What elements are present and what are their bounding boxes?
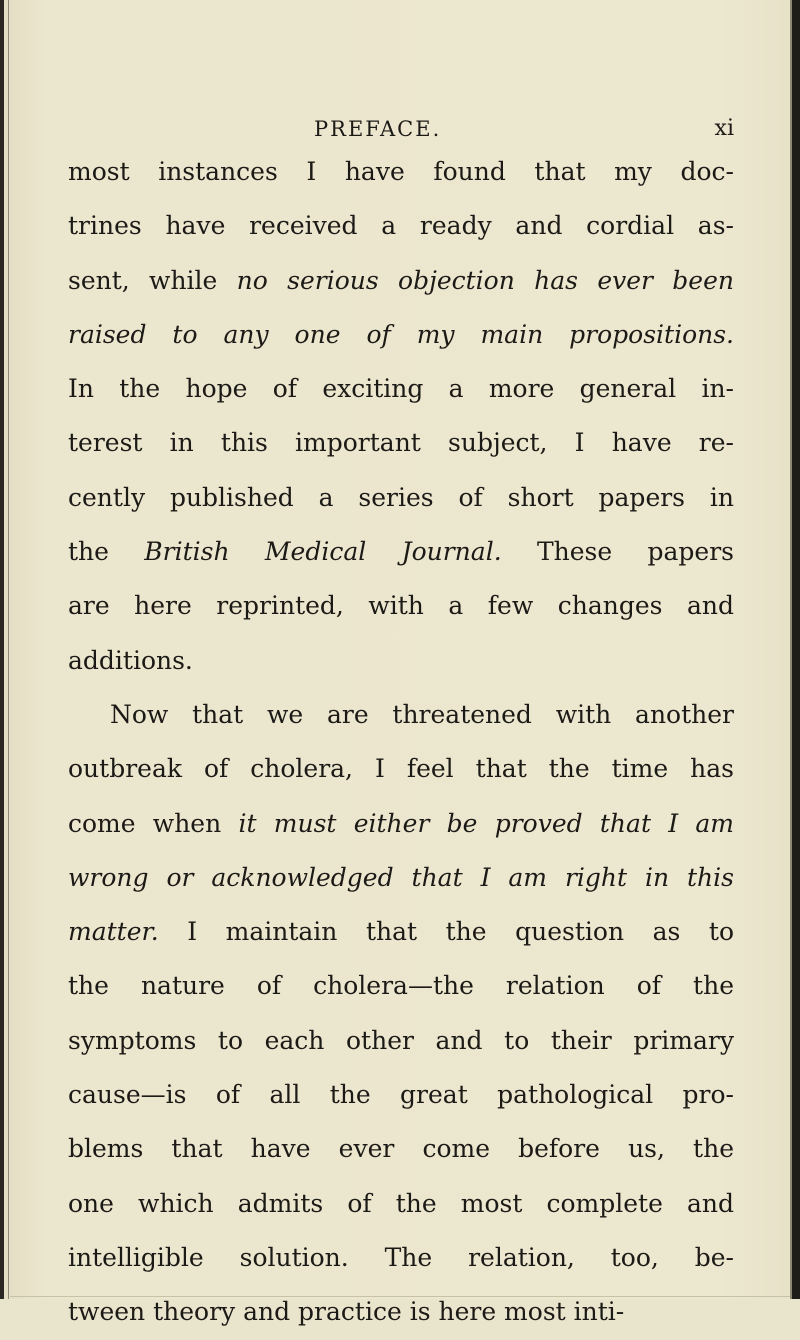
text-line	[68, 851, 734, 905]
page-fore-edge	[792, 0, 800, 1299]
italic-text-run: no serious objection has ever been	[236, 265, 734, 295]
text-line	[68, 579, 734, 633]
text-line	[68, 308, 734, 362]
text-run: I maintain that the question as to	[158, 917, 734, 947]
text-run: come when	[68, 808, 239, 838]
text-run: terest in this important subject, I have re-	[68, 428, 734, 458]
body-text	[68, 145, 734, 1340]
text-run: the nature of cholera—the relation of the	[68, 971, 734, 1001]
text-line	[68, 959, 734, 1013]
text-line	[68, 1231, 734, 1285]
text-run: outbreak of cholera, I feel that the time has	[68, 754, 734, 784]
text-run: These papers	[501, 537, 735, 567]
text-line	[68, 1285, 734, 1339]
text-run: Now that we are threatened with another	[110, 699, 734, 729]
text-line	[68, 905, 734, 959]
page-fore-edge-line	[790, 0, 792, 1299]
text-line	[68, 742, 734, 796]
text-line	[68, 797, 734, 851]
text-line	[68, 525, 734, 579]
italic-text-run: raised to any one of my main propositions.	[68, 319, 734, 349]
text-line	[68, 199, 734, 253]
italic-text-run: matter.	[68, 917, 159, 947]
text-line	[68, 471, 734, 525]
italic-text-run: wrong or acknowledged that I am right in this	[68, 862, 734, 892]
text-run: In the hope of exciting a more general in-	[68, 374, 734, 404]
text-line	[68, 1177, 734, 1231]
running-head	[314, 114, 734, 144]
text-line	[68, 688, 734, 742]
text-line	[68, 362, 734, 416]
text-line	[68, 1068, 734, 1122]
text-run: symptoms to each other and to their primary	[68, 1025, 734, 1055]
text-run: most instances I have found that my doc-	[68, 157, 734, 186]
italic-text-run: it must either be proved that I am	[238, 808, 734, 838]
text-run: one which admits of the most complete and	[68, 1188, 734, 1218]
text-run: are here reprinted, with a few changes and	[68, 591, 734, 621]
text-line	[68, 1122, 734, 1176]
text-line	[68, 254, 734, 308]
text-run: trines have received a ready and cordial as-	[68, 211, 734, 241]
text-run: cently published a series of short papers in	[68, 482, 734, 512]
text-line	[68, 416, 734, 470]
page-gutter-edge	[0, 0, 4, 1299]
text-run: the	[68, 537, 145, 567]
text-line	[68, 1014, 734, 1068]
text-run: sent, while	[68, 265, 237, 295]
text-run: intelligible solution. The relation, too, be-	[68, 1242, 734, 1272]
page-number: xi	[714, 116, 734, 141]
text-run: cause—is of all the great pathological pro-	[68, 1080, 734, 1110]
text-run: blems that have ever come before us, the	[68, 1134, 734, 1164]
running-head-title: PREFACE.	[314, 117, 442, 141]
text-line	[68, 634, 734, 688]
text-run: additions.	[68, 645, 193, 675]
text-line	[68, 145, 734, 199]
page-gutter-line	[8, 0, 9, 1299]
italic-text-run: British Medical Journal.	[144, 537, 502, 567]
page-bottom-edge	[10, 1296, 790, 1297]
text-run: tween theory and practice is here most inti-	[68, 1297, 625, 1327]
